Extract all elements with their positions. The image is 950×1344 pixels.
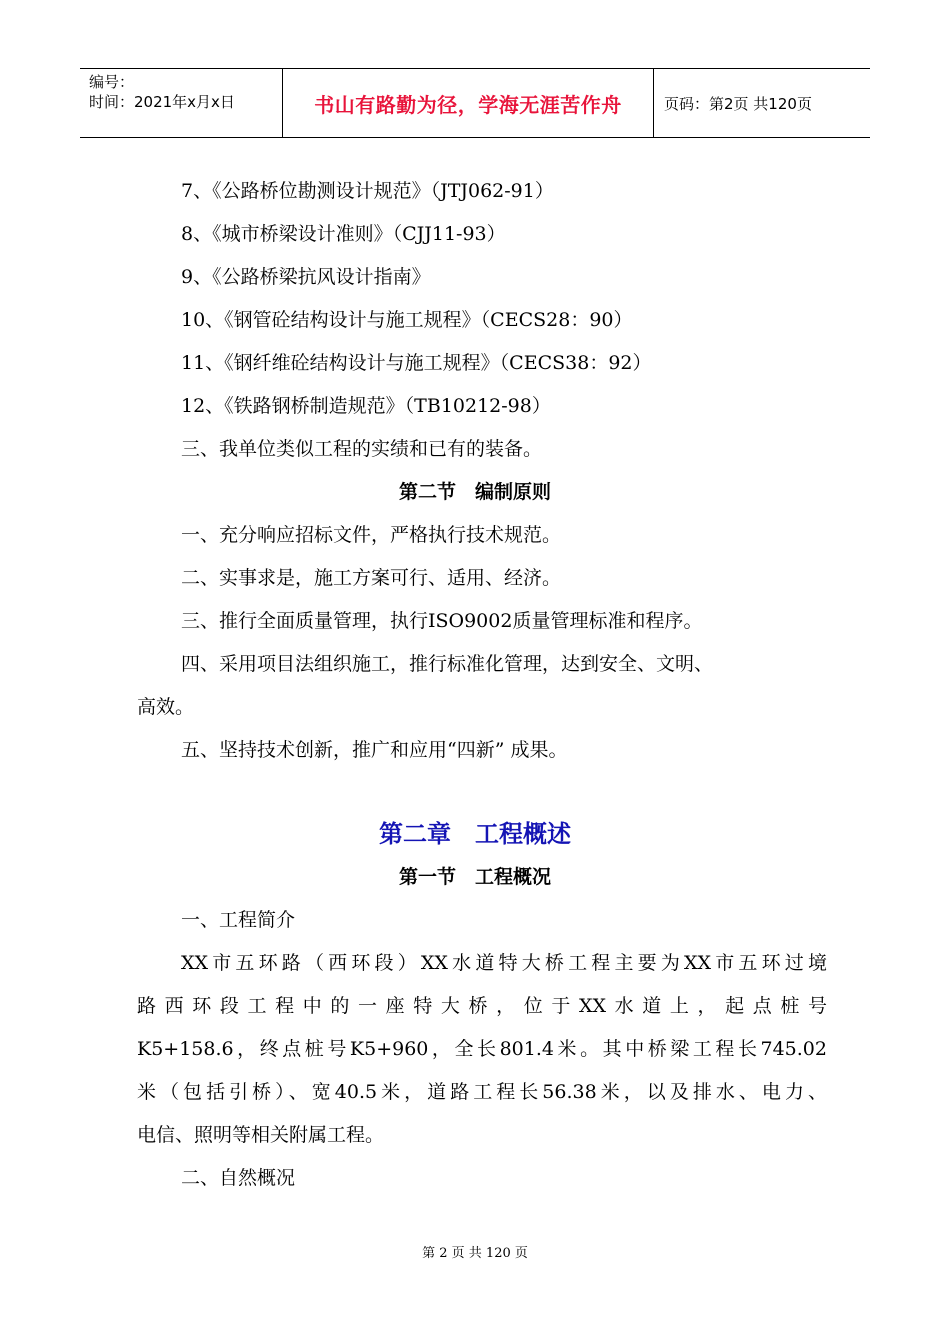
ref-item-10: 10、《钢管砼结构设计与施工规程》（CECS28：90） <box>181 309 633 331</box>
ref-item-12: 12、《铁路钢桥制造规范》（TB10212-98） <box>181 395 551 417</box>
section-title-project-overview: 第一节 工程概况 <box>398 866 551 888</box>
chapter-title: 第二章 工程概述 <box>379 820 571 848</box>
page-footer: 第 2 页 共 120 页 <box>422 1246 528 1261</box>
section-title-compilation-principles: 第二节 编制原则 <box>398 481 551 503</box>
subheading-natural-conditions: 二、自然概况 <box>181 1167 296 1189</box>
principle-5: 五、坚持技术创新，推广和应用“四新” 成果。 <box>181 739 568 761</box>
header-page-info: 页码：第2页 共120页 <box>664 94 812 113</box>
subheading-project-intro: 一、工程简介 <box>181 909 296 931</box>
ref-item-11: 11、《钢纤维砼结构设计与施工规程》（CECS38：92） <box>181 352 652 374</box>
principle-3: 三、推行全面质量管理，执行ISO9002质量管理标准和程序。 <box>181 610 703 632</box>
paragraph-line-1: XX市五环路（西环段）XX水道特大桥工程主要为XX市五环过境 <box>181 952 827 974</box>
page-header <box>80 68 870 138</box>
principle-4-continued: 高效。 <box>137 696 195 718</box>
principle-4: 四、采用项目法组织施工，推行标准化管理，达到安全、文明、 <box>181 653 714 675</box>
basis-item-3: 三、我单位类似工程的实绩和已有的装备。 <box>181 438 543 460</box>
ref-item-8: 8、《城市桥梁设计准则》（CJJ11-93） <box>181 223 506 245</box>
paragraph-line-3: K5+158.6，终点桩号K5+960，全长801.4米。其中桥梁工程长745.02 <box>137 1038 827 1060</box>
header-meta <box>80 69 282 137</box>
principle-1: 一、充分响应招标文件，严格执行技术规范。 <box>181 524 562 546</box>
header-motto: 书山有路勤为径，学海无涯苦作舟 <box>282 69 654 137</box>
paragraph-line-5: 电信、照明等相关附属工程。 <box>137 1124 385 1146</box>
document-date: 时间：2021年x月x日 <box>89 93 235 111</box>
principle-2: 二、实事求是，施工方案可行、适用、经济。 <box>181 567 562 589</box>
paragraph-line-2: 路西环段工程中的一座特大桥，位于XX水道上，起点桩号 <box>137 995 827 1017</box>
ref-item-9: 9、《公路桥梁抗风设计指南》 <box>181 266 431 288</box>
ref-item-7: 7、《公路桥位勘测设计规范》（JTJ062-91） <box>181 180 554 202</box>
document-number: 编号： <box>89 73 135 91</box>
paragraph-line-4: 米（包括引桥）、宽40.5米，道路工程长56.38米，以及排水、电力、 <box>137 1081 827 1103</box>
